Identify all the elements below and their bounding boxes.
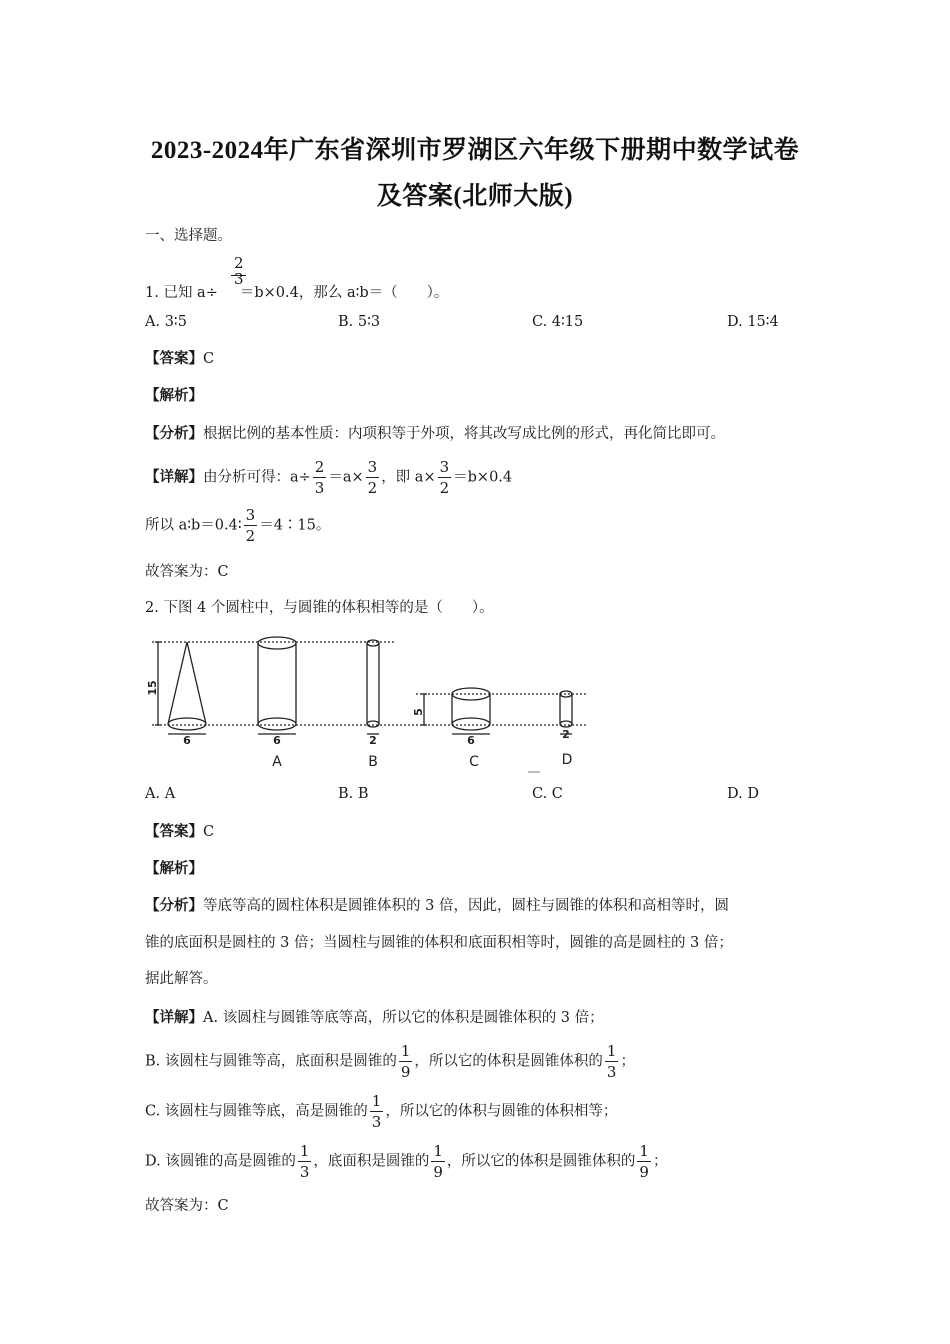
xiangjie-text-c: ，即 a× (381, 469, 436, 486)
xiangjie-tag: 【详解】 (145, 1009, 203, 1026)
q2-fenxi-line2: 锥的底面积是圆柱的 3 倍；当圆柱与圆锥的体积和底面积相等时，圆锥的高是圆柱的 3 倍； (145, 935, 733, 951)
section-heading: 一、选择题。 (145, 228, 232, 244)
q2-stem: 2. 下图 4 个圆柱中，与圆锥的体积相等的是（ ）。 (145, 600, 494, 616)
answer-value: C (203, 351, 215, 367)
fraction-three-halves: $\frac{3}{2}$ (439, 458, 450, 497)
cylinder-c-shape (452, 688, 490, 734)
q1-frac-num: 2 (234, 254, 244, 272)
fraction-one-ninth: $\frac{1}{9}$ (433, 1142, 443, 1181)
answer-value: C (203, 824, 215, 840)
q1-jiexi: 【解析】 (145, 387, 203, 404)
xiangjie-text-d: ＝b×0.4 (453, 469, 513, 486)
q2-xiangjie-c (145, 1092, 617, 1131)
label-b-base: 2 (369, 734, 377, 747)
label-cylinder-c: C (469, 754, 479, 770)
label-a-base: 6 (273, 734, 281, 747)
q2-answer (145, 822, 214, 842)
q1-option-a: A. 3∶5 (145, 314, 187, 330)
q1-xiangjie (145, 458, 512, 497)
cylinder-b-shape (367, 640, 379, 734)
doc-title-line1: 2023-2024年广东省深圳市罗湖区六年级下册期中数学试卷 (150, 137, 800, 164)
xiangjie-text-a: A. 该圆柱与圆锥等底等高，所以它的体积是圆锥体积的 3 倍； (203, 1010, 604, 1026)
label-cylinder-b: B (368, 754, 378, 770)
fraction-one-ninth: $\frac{1}{9}$ (639, 1142, 649, 1181)
xiangjie-d-text-3: ，所以它的体积是圆锥体积的 (446, 1153, 636, 1170)
xiangjie-tag: 【详解】 (145, 468, 203, 486)
fenxi-tag: 【分析】 (145, 897, 203, 914)
fraction-one-third: $\frac{1}{3}$ (371, 1092, 382, 1131)
label-height-15: 15 (146, 680, 159, 696)
xiangjie-text-a: 由分析可得：a÷ (203, 469, 311, 486)
xiangjie-text-b: ＝a× (328, 469, 364, 486)
cone-cylinder-figure (146, 632, 596, 782)
fraction-one-ninth: $\frac{1}{9}$ (400, 1042, 411, 1081)
q2-conclusion: 故答案为：C (145, 1198, 229, 1214)
q1-fenxi (145, 424, 725, 444)
q2-fenxi-line1 (145, 896, 729, 916)
xiangjie-d-text-4: ； (652, 1153, 668, 1170)
q2-option-c: C. C (532, 786, 563, 802)
fraction-three-halves: $\frac{3}{2}$ (245, 506, 256, 545)
xiangjie-b-text-3: ； (620, 1053, 635, 1070)
fraction-three-halves: $\frac{3}{2}$ (367, 458, 378, 497)
label-cylinder-a: A (272, 754, 282, 770)
q2-option-b: B. B (338, 786, 369, 802)
xiangjie-c-text-2: ，所以它的体积与圆锥的体积相等； (385, 1103, 618, 1120)
q2-xiangjie-a (145, 1008, 604, 1028)
xiangjie-b-text-1: B. 该圆柱与圆锥等高，底面积是圆锥的 (145, 1053, 397, 1070)
xiangjie-d-text-1: D. 该圆锥的高是圆锥的 (145, 1153, 296, 1170)
q1-stem (145, 283, 448, 303)
fraction-one-third: $\frac{1}{3}$ (299, 1142, 310, 1181)
q2-fenxi-line3: 据此解答。 (145, 971, 218, 987)
q2-option-a: A. A (145, 786, 176, 802)
fenxi-text-1: 等底等高的圆柱体积是圆锥体积的 3 倍，因此，圆柱与圆锥的体积和高相等时，圆 (203, 898, 729, 914)
label-height-5: 5 (412, 708, 425, 716)
fraction-one-third: $\frac{1}{3}$ (606, 1042, 617, 1081)
suoyi-text-b: ＝4∶15。 (259, 517, 331, 534)
q1-option-c: C. 4∶15 (532, 314, 584, 330)
label-c-base: 6 (467, 734, 475, 747)
q1-option-d: D. 15∶4 (727, 314, 779, 330)
q2-jiexi: 【解析】 (145, 860, 203, 877)
q2-xiangjie-d (145, 1142, 667, 1181)
xiangjie-b-text-2: ，所以它的体积是圆锥体积的 (414, 1053, 603, 1070)
label-cylinder-d: D (561, 752, 573, 768)
q1-answer (145, 349, 214, 369)
answer-tag: 【答案】 (145, 350, 203, 367)
answer-tag: 【答案】 (145, 823, 203, 840)
q2-xiangjie-b (145, 1042, 635, 1081)
cone-shape (168, 642, 206, 734)
q1-option-b: B. 5∶3 (338, 314, 381, 330)
fenxi-tag: 【分析】 (145, 425, 203, 442)
q2-option-d: D. D (727, 786, 759, 802)
fraction-two-thirds: $\frac{2}{3}$ (314, 458, 325, 497)
figure-svg (146, 632, 596, 782)
q1-conclusion: 故答案为：C (145, 564, 229, 580)
suoyi-text-a: 所以 a∶b＝0.4∶ (145, 517, 242, 534)
fenxi-text: 根据比例的基本性质：内项积等于外项，将其改写成比例的形式，再化简比即可。 (203, 426, 725, 442)
q1-frac-den: 3 (234, 270, 244, 288)
label-d-base: 2 (562, 728, 570, 741)
xiangjie-d-text-2: ，底面积是圆锥的 (313, 1153, 430, 1170)
doc-title-line2: 及答案(北师大版) (376, 183, 574, 210)
q1-suoyi (145, 506, 330, 545)
xiangjie-c-text-1: C. 该圆柱与圆锥等底，高是圆锥的 (145, 1103, 368, 1120)
q1-stem-suffix: ＝b×0.4，那么 a∶b＝（ ）。 (239, 285, 449, 301)
cylinder-a-shape (258, 637, 296, 734)
label-cone-base: 6 (183, 734, 191, 747)
q1-stem-prefix: 1. 已知 a÷ (145, 285, 218, 301)
